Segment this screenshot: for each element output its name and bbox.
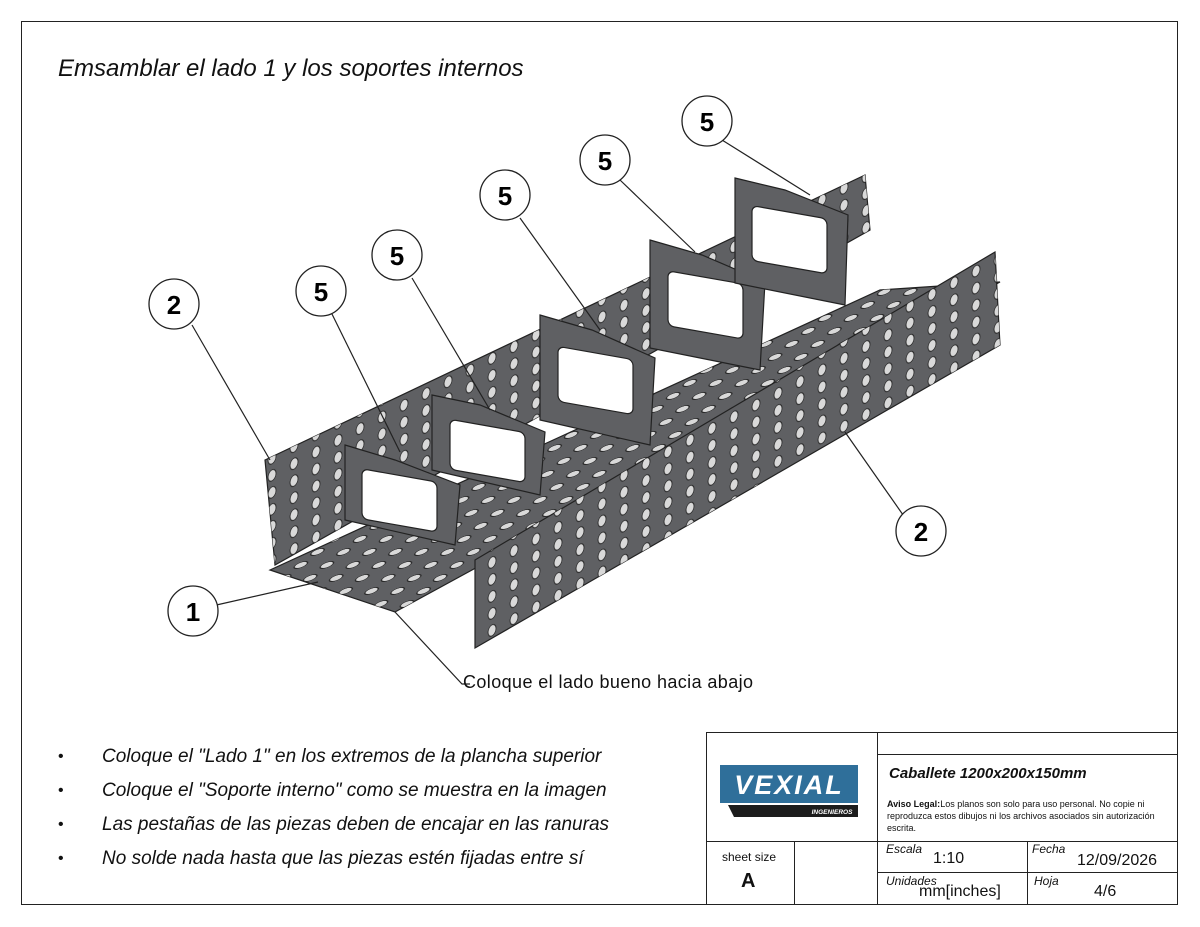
instruction-item: [58, 774, 609, 808]
units-label: Unidades: [886, 874, 937, 888]
legal-text: Los planos son solo para uso personal. No copie ni reproduzca estos dibujos ni los archivos asociados sin autorización escrita.: [887, 799, 1155, 833]
instruction-text: Las pestañas de las piezas deben de encajar en las ranuras: [102, 814, 610, 835]
bullet-icon: •: [58, 850, 64, 867]
bullet-icon: •: [58, 748, 64, 765]
instruction-item: [58, 842, 609, 876]
logo-subtext: INGENIEROS: [811, 809, 853, 816]
vexial-logo: [720, 765, 864, 817]
callout-part-5-c: 5: [497, 181, 513, 211]
scale-label: Escala: [886, 842, 923, 856]
sheet-label: Hoja: [1034, 874, 1059, 888]
date-label: Fecha: [1032, 842, 1066, 856]
page-title: Emsamblar el lado 1 y los soportes internos: [58, 55, 524, 82]
sheet-size-value: A: [741, 870, 756, 892]
logo-text: VEXIAL: [734, 770, 844, 800]
callout-part-2-right: 2: [913, 517, 929, 547]
bullet-icon: •: [58, 782, 64, 799]
legal-notice: [887, 798, 1169, 834]
bullet-icon: •: [58, 816, 64, 833]
drawing-title: Caballete 1200x200x150mm: [889, 765, 1087, 782]
callout-part-5-b: 5: [389, 241, 405, 271]
legal-label: Aviso Legal:: [887, 799, 941, 809]
scale-value: 1:10: [933, 850, 965, 867]
sheet-value: 4/6: [1094, 883, 1117, 900]
callout-part-5-a: 5: [313, 277, 329, 307]
units-value: mm[inches]: [919, 883, 1001, 900]
instruction-list: [58, 740, 609, 876]
sheet-size-label: sheet size: [722, 850, 777, 864]
instruction-text: No solde nada hasta que las piezas estén fijadas entre sí: [102, 848, 584, 869]
instruction-item: [58, 808, 609, 842]
callout-part-2-left: 2: [166, 290, 182, 320]
callout-part-5-e: 5: [699, 107, 715, 137]
instruction-item: [58, 740, 609, 774]
instruction-text: Coloque el "Lado 1" en los extremos de la plancha superior: [102, 746, 602, 767]
callout-part-5-d: 5: [597, 146, 613, 176]
instruction-text: Coloque el "Soporte interno" como se muestra en la imagen: [102, 780, 607, 801]
callout-part-1: 1: [185, 597, 201, 627]
drawing-note: Coloque el lado bueno hacia abajo: [463, 672, 754, 692]
date-value: 12/09/2026: [1077, 852, 1158, 869]
